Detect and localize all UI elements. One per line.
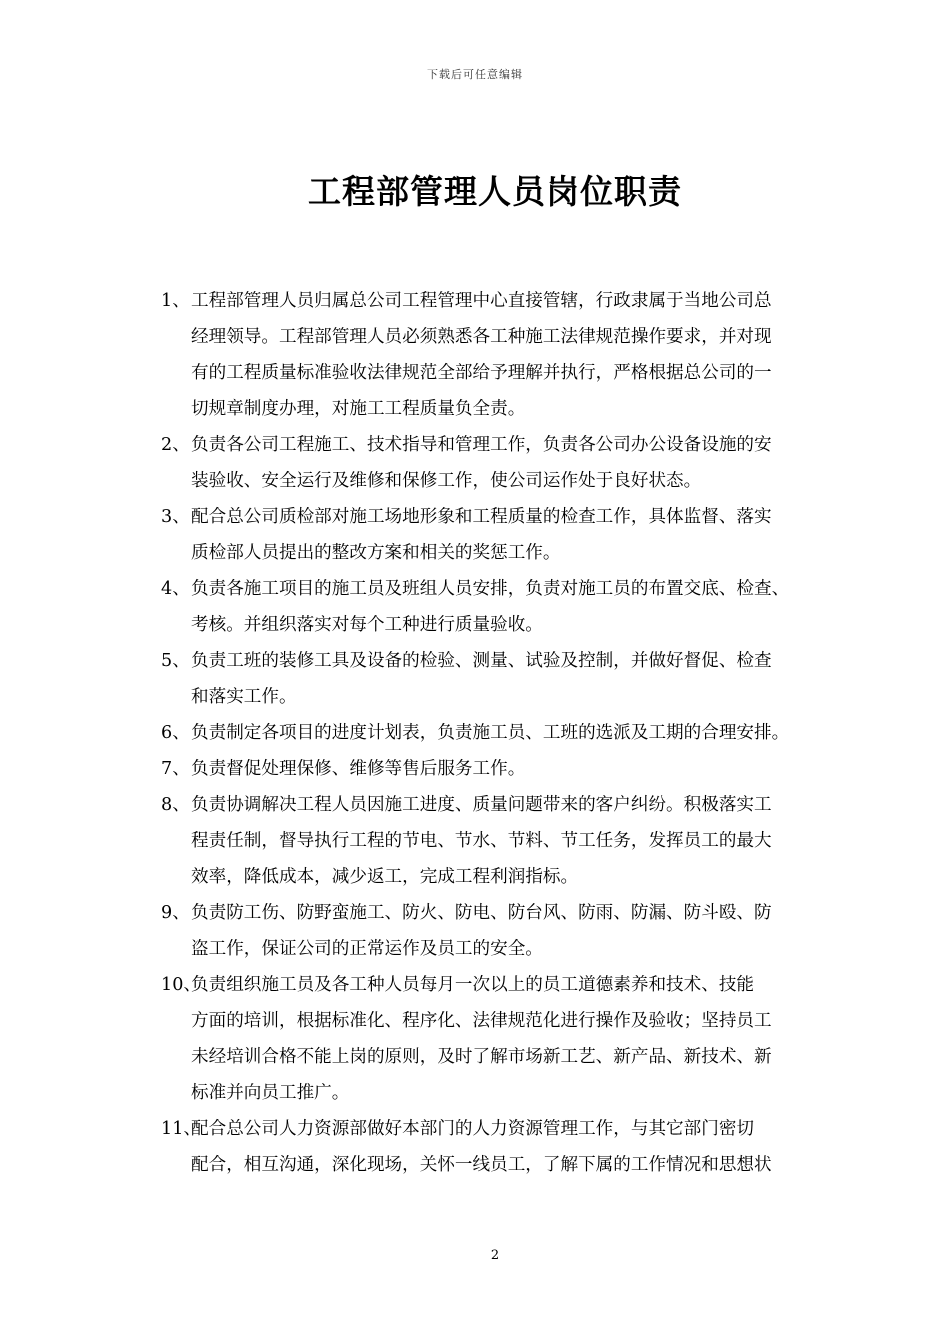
duty-item-4 [0, 571, 831, 643]
duty-text-line: 负责防工伤、防野蛮施工、防火、防电、防台风、防雨、防漏、防斗殴、防 [191, 903, 772, 923]
duty-number: 8、 [161, 795, 190, 815]
duty-number: 3、 [161, 507, 190, 527]
duty-text-line: 负责工班的装修工具及设备的检验、测量、试验及控制，并做好督促、检查 [191, 651, 772, 671]
duty-text-line: 负责制定各项目的进度计划表，负责施工员、工班的选派及工期的合理安排。 [191, 723, 790, 743]
duty-text-line: 负责各公司工程施工、技术指导和管理工作，负责各公司办公设备设施的安 [191, 435, 772, 455]
duty-number: 9、 [161, 903, 190, 923]
duty-text-line: 负责督促处理保修、维修等售后服务工作。 [191, 759, 526, 779]
duty-text-line: 标准并向员工推广。 [191, 1083, 350, 1103]
duty-item-3 [0, 499, 831, 571]
duty-item-5 [0, 643, 831, 715]
duty-item-1 [0, 283, 831, 427]
duty-text-line: 有的工程质量标准验收法律规范全部给予理解并执行，严格根据总公司的一 [191, 363, 772, 383]
duty-number: 2、 [161, 435, 190, 455]
duty-text-line: 未经培训合格不能上岗的原则，及时了解市场新工艺、新产品、新技术、新 [191, 1047, 772, 1067]
duty-item-10 [0, 967, 831, 1111]
duty-text-line: 工程部管理人员归属总公司工程管理中心直接管辖，行政隶属于当地公司总 [191, 291, 772, 311]
duty-text-line: 配合，相互沟通，深化现场，关怀一线员工，了解下属的工作情况和思想状 [191, 1155, 772, 1175]
duty-text-line: 装验收、安全运行及维修和保修工作，使公司运作处于良好状态。 [191, 471, 702, 491]
duty-text-line: 负责组织施工员及各工种人员每月一次以上的员工道德素养和技术、技能 [191, 975, 755, 995]
duty-number: 4、 [161, 579, 190, 599]
duty-text-line: 效率，降低成本，减少返工，完成工程利润指标。 [191, 867, 579, 887]
duty-text-line: 负责各施工项目的施工员及班组人员安排，负责对施工员的布置交底、检查、 [191, 579, 790, 599]
duty-item-11 [0, 1111, 831, 1183]
document-title: 工程部管理人员岗位职责 [308, 172, 682, 211]
duty-text-line: 考核。并组织落实对每个工种进行质量验收。 [191, 615, 543, 635]
duty-number: 11、 [161, 1119, 201, 1139]
duty-number: 6、 [161, 723, 190, 743]
duty-text-line: 质检部人员提出的整改方案和相关的奖惩工作。 [191, 543, 561, 563]
duty-text-line: 配合总公司人力资源部做好本部门的人力资源管理工作，与其它部门密切 [191, 1119, 755, 1139]
duty-item-7 [0, 751, 831, 787]
duty-text-line: 程责任制，督导执行工程的节电、节水、节料、节工任务，发挥员工的最大 [191, 831, 772, 851]
duty-number: 1、 [161, 291, 190, 311]
duty-text-line: 切规章制度办理，对施工工程质量负全责。 [191, 399, 526, 419]
duty-list [0, 283, 950, 1183]
duty-text-line: 配合总公司质检部对施工场地形象和工程质量的检查工作，具体监督、落实 [191, 507, 772, 527]
duty-item-8 [0, 787, 831, 895]
duty-number: 10、 [161, 975, 201, 995]
duty-text-line: 和落实工作。 [191, 687, 297, 707]
duty-number: 5、 [161, 651, 190, 671]
duty-item-6 [0, 715, 831, 751]
duty-text-line: 盗工作，保证公司的正常运作及员工的安全。 [191, 939, 543, 959]
duty-text-line: 负责协调解决工程人员因施工进度、质量问题带来的客户纠纷。积极落实工 [191, 795, 772, 815]
duty-item-9 [0, 895, 831, 967]
page-header-note: 下载后可任意编辑 [427, 68, 523, 81]
duty-text-line: 经理领导。工程部管理人员必须熟悉各工种施工法律规范操作要求，并对现 [191, 327, 772, 347]
duty-item-2 [0, 427, 831, 499]
duty-number: 7、 [161, 759, 190, 779]
page-number: 2 [490, 1248, 500, 1263]
duty-text-line: 方面的培训，根据标准化、程序化、法律规范化进行操作及验收；坚持员工 [191, 1011, 772, 1031]
